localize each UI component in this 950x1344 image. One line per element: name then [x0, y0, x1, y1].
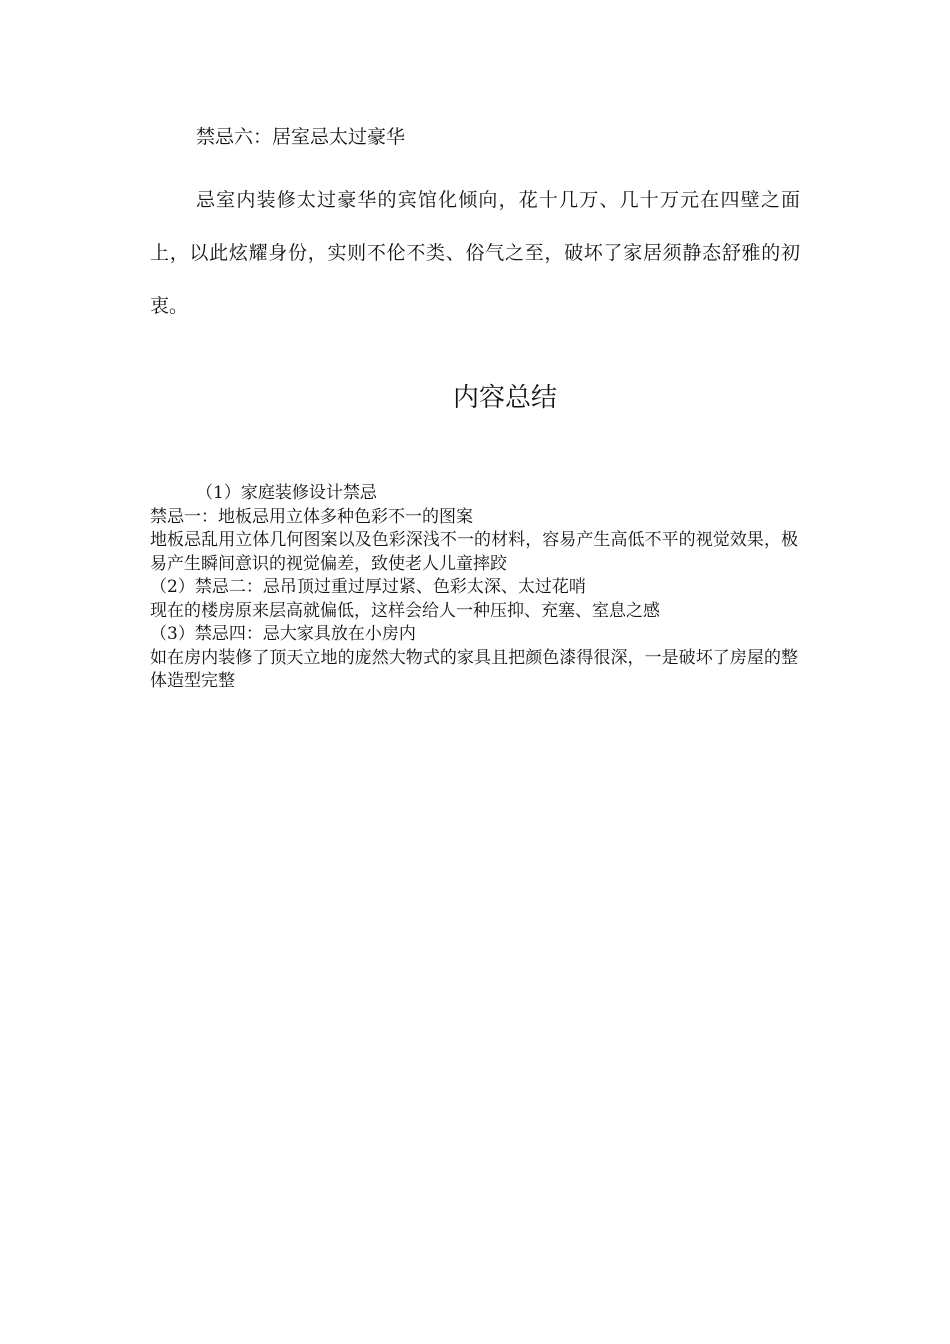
summary-line: （2）禁忌二：忌吊顶过重过厚过紧、色彩太深、太过花哨 [150, 577, 586, 597]
summary-block [150, 482, 798, 694]
summary-line: （3）禁忌四：忌大家具放在小房内 [150, 624, 416, 644]
summary-line: （1）家庭装修设计禁忌 [196, 483, 377, 503]
section-heading: 禁忌六：居室忌太过豪华 [196, 126, 406, 148]
summary-line: 禁忌一：地板忌用立体多种色彩不一的图案 [150, 506, 473, 527]
summary-line: 如在房内装修了顶天立地的庞然大物式的家具且把颜色漆得很深，一是破坏了房屋的整体造型完整 [150, 647, 798, 691]
summary-title: 内容总结 [452, 383, 557, 413]
section-body-paragraph: 忌室内装修太过豪华的宾馆化倾向，花十几万、几十万元在四壁之面上，以此炫耀身份，实则不伦不类、俗气之至，破坏了家居须静态舒雅的初衷。 [150, 189, 800, 317]
summary-line: 地板忌乱用立体几何图案以及色彩深浅不一的材料，容易产生高低不平的视觉效果，极易产生瞬间意识的视觉偏差，致使老人儿童摔跤 [150, 530, 798, 574]
summary-line: 现在的楼房原来层高就偏低，这样会给人一种压抑、充塞、室息之感 [150, 600, 660, 621]
